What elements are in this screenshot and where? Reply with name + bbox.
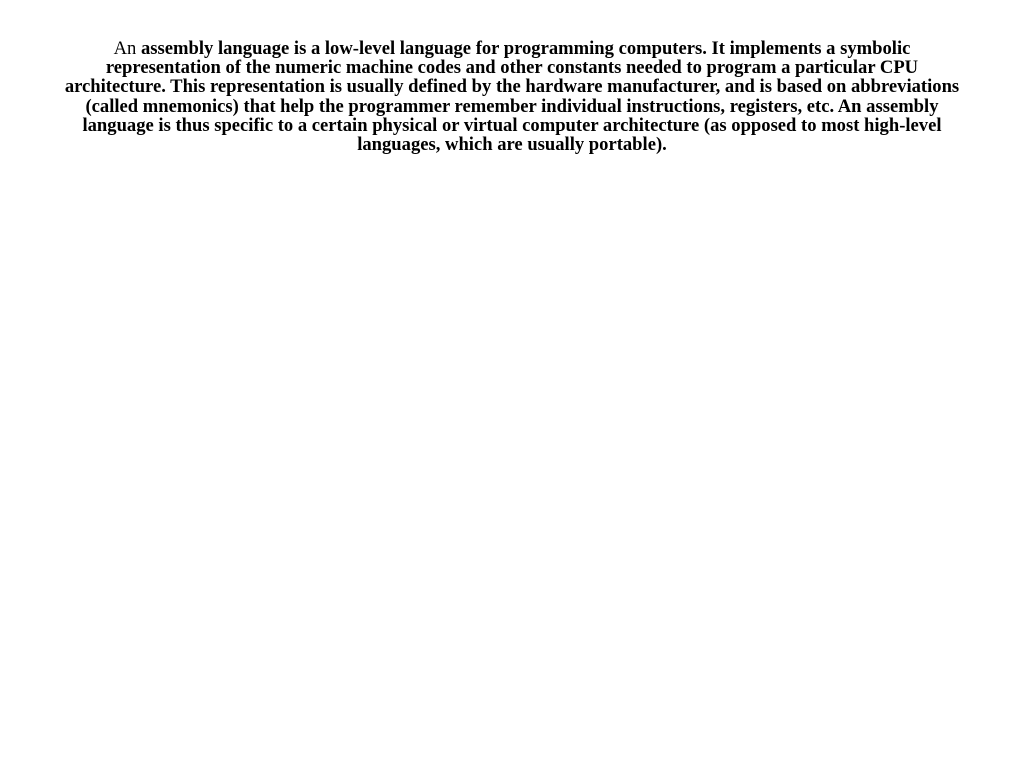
paragraph-lead-word: An: [113, 38, 141, 59]
paragraph-bold-text: assembly language is a low-level language for programming computers. It implements a symbolic representation of the numeric machine codes and other constants needed to program a particular CPU architecture. This representation is usually defined by the hardware manufacturer, and is based on abbreviations (called mnemonics) that help the programmer remember individual instructions, registers, etc. An assembly language is thus specific to a certain physical or virtual computer architecture (as opposed to most high-level languages, which are usually portable).: [64, 38, 960, 156]
article-paragraph: [62, 39, 962, 154]
